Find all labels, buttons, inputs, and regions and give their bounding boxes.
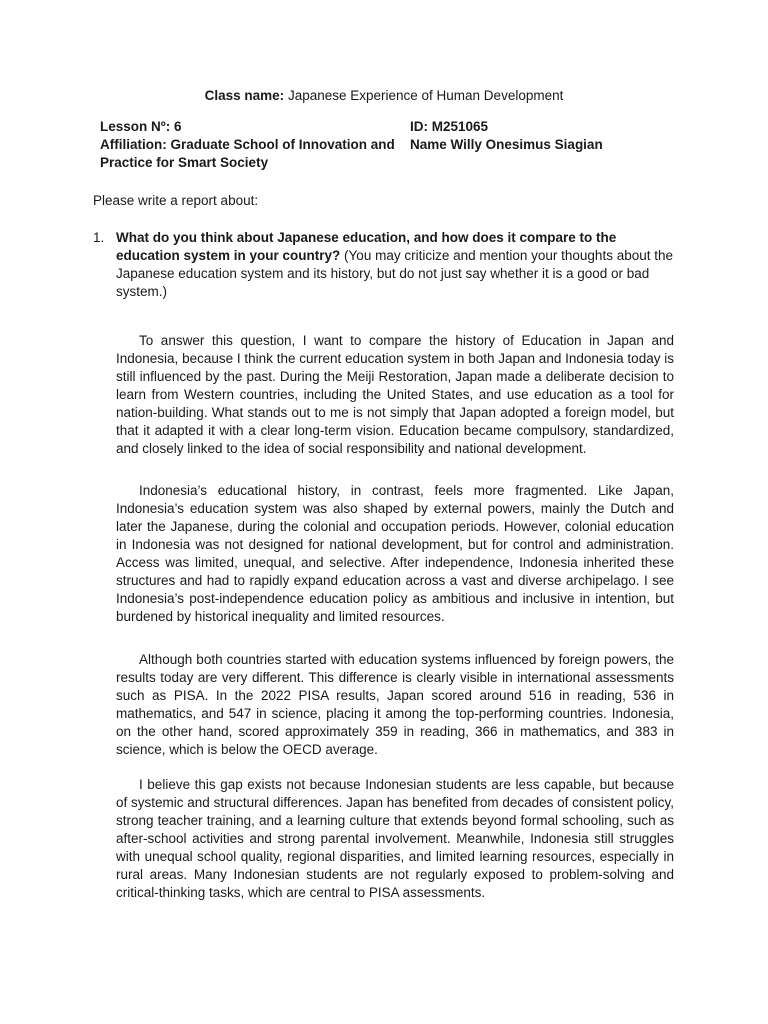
student-name: Name Willy Onesimus Siagian: [410, 137, 603, 152]
report-instruction: Please write a report about:: [93, 193, 259, 208]
answer-paragraph-4: I believe this gap exists not because Indonesian students are less capable, but because of systemic and structural differences. Japan has benefited from decades of consistent policy, strong teacher training, and a learning culture that extends beyond formal schooling, such as after-school activities and strong parental involvement. Meanwhile, Indonesia still struggles with unequal school quality, regional disparities, and limited learning resources, especially in rural areas. Many Indonesian students are not regularly exposed to problem-solving and critical-thinking tasks, which are central to PISA assessments.: [116, 776, 674, 900]
question-number: 1.: [93, 230, 105, 245]
lesson-info: [100, 118, 400, 172]
question-text: [116, 229, 676, 301]
question-item: [93, 229, 676, 301]
answer-paragraph-2: Indonesia’s educational history, in contrast, feels more fragmented. Like Japan, Indonesia’s education system was also shaped by external powers, mainly the Dutch and later the Japanese, during the colonial and occupation periods. However, colonial education in Indonesia was not designed for national development, but for control and administration. Access was limited, unequal, and selective. After independence, Indonesia inherited these structures and had to rapidly expand education across a vast and diverse archipelago. I see Indonesia’s post-independence education policy as ambitious and inclusive in intention, but burdened by historical inequality and limited resources.: [116, 482, 674, 624]
student-info: [410, 118, 670, 154]
class-name-value: Japanese Experience of Human Development: [284, 88, 564, 103]
question-bold-text: What do you think about Japanese education, and how does it compare to the education system in your country?: [116, 230, 617, 263]
answer-paragraph-1: To answer this question, I want to compare the history of Education in Japan and Indonesia, because I think the current education system in both Japan and Indonesia today is still influenced by the past. During the Meiji Restoration, Japan made a deliberate decision to learn from Western countries, including the United States, and use education as a tool for nation-building. What stands out to me is not simply that Japan adopted a foreign model, but that it adapted it with a clear long-term vision. Education became compulsory, standardized, and closely linked to the idea of social responsibility and national development.: [116, 332, 674, 456]
answer-paragraph-3: Although both countries started with education systems influenced by foreign powers, the results today are very different. This difference is clearly visible in international assessments such as PISA. In the 2022 PISA results, Japan scored around 516 in reading, 536 in mathematics, and 547 in science, placing it among the top-performing countries. Indonesia, on the other hand, scored approximately 359 in reading, 366 in mathematics, and 383 in science, which is below the OECD average.: [116, 651, 674, 757]
lesson-number: Lesson Nº: 6: [100, 119, 182, 134]
question-note-text: (You may criticize and mention your thoughts about the Japanese education system and its history, but do not just say whether it is a good or bad system.): [116, 248, 673, 299]
student-id: ID: M251065: [410, 119, 489, 134]
class-name-line: [0, 87, 768, 105]
class-name-label: Class name:: [204, 88, 285, 103]
affiliation: Affiliation: Graduate School of Innovation and Practice for Smart Society: [100, 137, 395, 170]
